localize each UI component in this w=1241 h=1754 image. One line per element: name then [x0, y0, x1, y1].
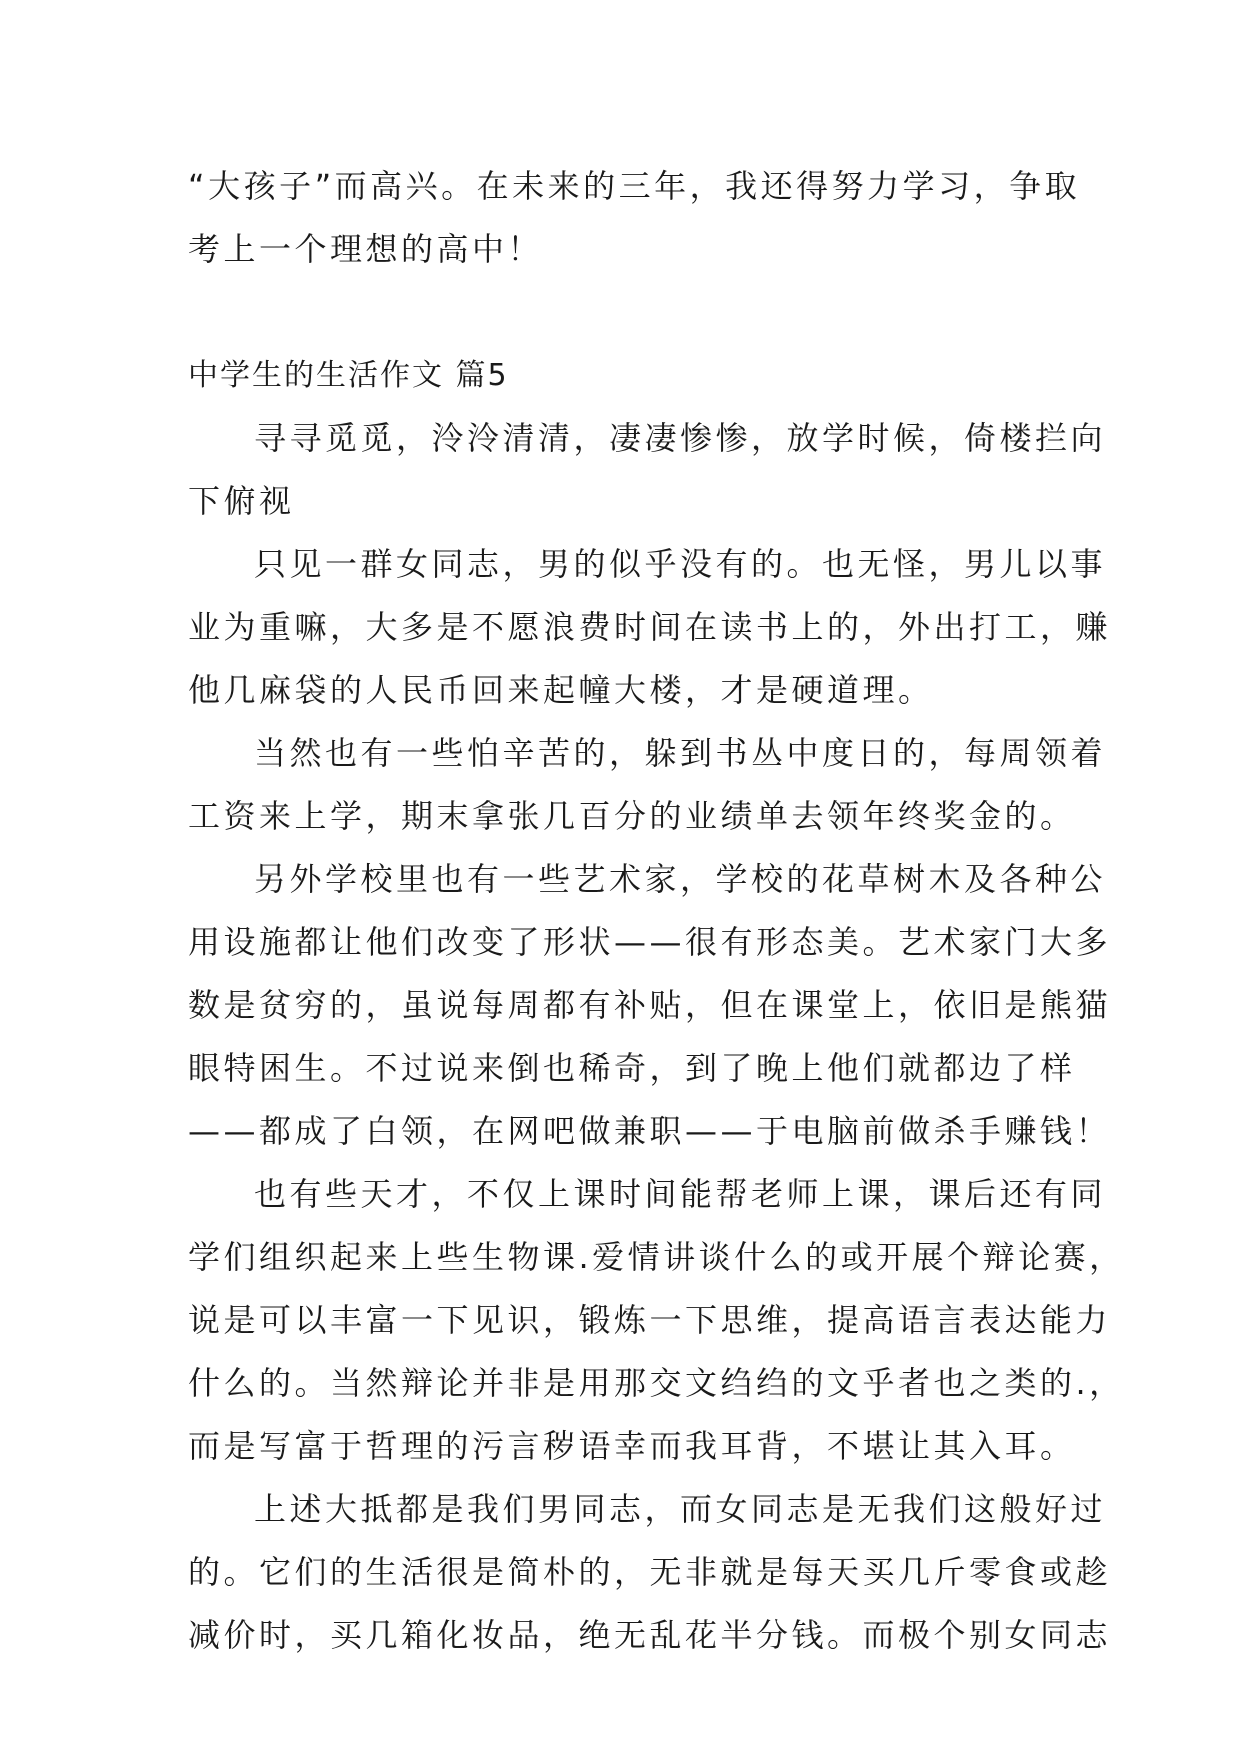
section-title: 中学生的生活作文 篇5	[188, 358, 509, 393]
spacer	[188, 281, 1068, 344]
text-line: 学们组织起来上些生物课.爱情讲谈什么的或开展个辩论赛，	[188, 1238, 1125, 1276]
text-line: 的。它们的生活很是简朴的，无非就是每天买几斤零食或趁	[188, 1553, 1112, 1591]
text-line: 而是写富于哲理的污言秽语幸而我耳背，不堪让其入耳。	[188, 1427, 1076, 1465]
text-line: 什么的。当然辩论并非是用那交文绉绉的文乎者也之类的.，	[188, 1364, 1125, 1402]
paragraph	[188, 407, 1107, 533]
text-line: 寻寻觅觅，泠泠清清，凄凄惨惨，放学时候，倚楼拦向	[254, 419, 1107, 457]
text-line: 另外学校里也有一些艺术家，学校的花草树木及各种公	[254, 860, 1107, 898]
text-line: 只见一群女同志，男的似乎没有的。也无怪，男儿以事	[254, 545, 1107, 583]
text-line: 数是贫穷的，虽说每周都有补贴，但在课堂上，依旧是熊猫	[188, 986, 1112, 1024]
paragraph	[188, 1163, 1125, 1478]
text-line: 也有些天才，不仅上课时间能帮老师上课，课后还有同	[254, 1175, 1107, 1213]
paragraph	[188, 722, 1107, 848]
document-page	[188, 155, 1125, 1667]
text-line: 减价时，买几箱化妆品，绝无乱花半分钱。而极个别女同志	[188, 1616, 1112, 1654]
text-line: “大孩子”而高兴。在未来的三年，我还得努力学习，争取	[188, 167, 1081, 205]
text-line: ——都成了白领，在网吧做兼职——于电脑前做杀手赚钱！	[188, 1112, 1112, 1150]
text-line: 当然也有一些怕辛苦的，躲到书丛中度日的，每周领着	[254, 734, 1107, 772]
text-line: 上述大抵都是我们男同志，而女同志是无我们这般好过	[254, 1490, 1107, 1528]
paragraph	[188, 1478, 1112, 1667]
text-line: 说是可以丰富一下见识，锻炼一下思维，提高语言表达能力	[188, 1301, 1112, 1339]
text-line: 下俯视	[188, 482, 295, 520]
text-line: 他几麻袋的人民币回来起幢大楼，才是硬道理。	[188, 671, 934, 709]
text-line: 眼特困生。不过说来倒也稀奇，到了晚上他们就都边了样	[188, 1049, 1076, 1087]
text-line: 用设施都让他们改变了形状——很有形态美。艺术家门大多	[188, 923, 1112, 961]
intro-paragraph	[188, 155, 1081, 281]
paragraph	[188, 533, 1112, 722]
text-line: 业为重嘛，大多是不愿浪费时间在读书上的，外出打工，赚	[188, 608, 1112, 646]
paragraph	[188, 848, 1112, 1163]
text-line: 工资来上学，期末拿张几百分的业绩单去领年终奖金的。	[188, 797, 1076, 835]
text-line: 考上一个理想的高中！	[188, 230, 544, 268]
